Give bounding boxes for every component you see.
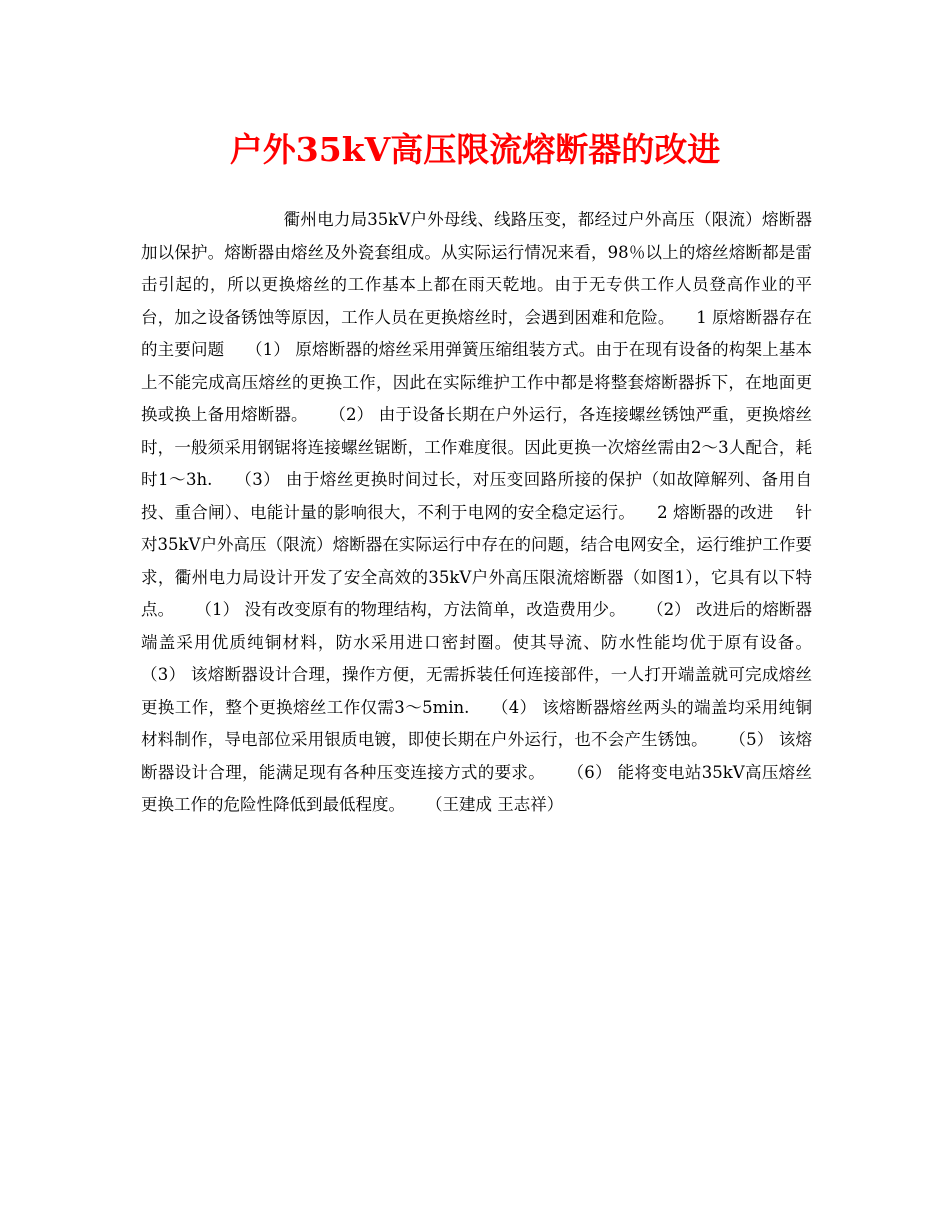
document-title: 户外35kV高压限流熔断器的改进 (229, 130, 721, 169)
article-body: 衢州电力局35kV户外母线、线路压变，都经过户外高压（限流）熔断器加以保护。熔断器由熔丝及外瓷套组成。从实际运行情况来看，98％以上的熔丝熔断都是雷击引起的，所以更换熔丝的工作基本上都在雨天乾地。由于无专供工作人员登高作业的平台，加之设备锈蚀等原因，工作人员在更换熔丝时，会遇到困难和危险。 1 原熔断器存在的主要问题 （1） 原熔断器的熔丝采用弹簧压缩组装方式。由于在现有设备的构架上基本上不能完成高压熔丝的更换工作，因此在实际维护工作中都是将整套熔断器拆下，在地面更换或换上备用熔断器。 （2） 由于设备长期在户外运行，各连接螺丝锈蚀严重，更换熔丝时，一般须采用钢锯将连接螺丝锯断，工作难度很。因此更换一次熔丝需由2～3人配合，耗时1～3h. （3） 由于熔丝更换时间过长，对压变回路所接的保护（如故障解列、备用自投、重合闸）、电能计量的影响很大，不利于电网的安全稳定运行。 2 熔断器的改进 针对35kV户外高压（限流）熔断器在实际运行中存在的问题，结合电网安全，运行维护工作要求，衢州电力局设计开发了安全高效的35kV户外高压限流熔断器（如图1），它具有以下特点。 （1） 没有改变原有的物理结构，方法简单，改造费用少。 （2） 改进后的熔断器端盖采用优质纯铜材料，防水采用进口密封圈。使其导流、防水性能均优于原有设备。 （3） 该熔断器设计合理，操作方便，无需拆装任何连接部件，一人打开端盖就可完成熔丝更换工作，整个更换熔丝工作仅需3～5min. （4） 该熔断器熔丝两头的端盖均采用纯铜材料制作，导电部位采用银质电镀，即使长期在户外运行，也不会产生锈蚀。 （5） 该熔断器设计合理，能满足现有各种压变连接方式的要求。 （6） 能将变电站35kV高压熔丝更换工作的危险性降低到最低程度。 （王建成 王志祥） (141, 210, 833, 814)
